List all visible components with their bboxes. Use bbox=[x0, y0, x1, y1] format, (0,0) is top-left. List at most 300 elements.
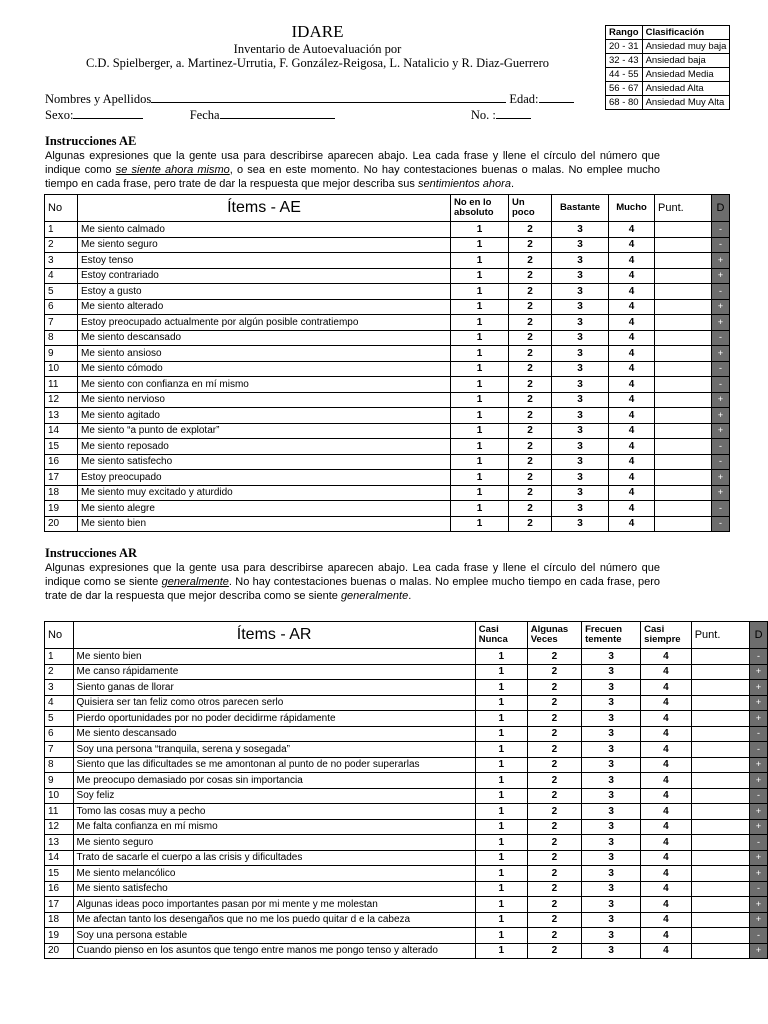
scale-option-4[interactable]: 4 bbox=[641, 881, 692, 897]
punt-cell[interactable] bbox=[691, 695, 749, 711]
scale-option-1[interactable]: 1 bbox=[475, 866, 527, 882]
scale-option-1[interactable]: 1 bbox=[451, 470, 509, 486]
scale-option-4[interactable]: 4 bbox=[641, 711, 692, 727]
item-text: Me siento bien bbox=[73, 649, 475, 665]
scale-option-1[interactable]: 1 bbox=[475, 711, 527, 727]
scale-option-2[interactable]: 2 bbox=[527, 742, 581, 758]
punt-cell[interactable] bbox=[691, 850, 749, 866]
scale-option-1[interactable]: 1 bbox=[475, 649, 527, 665]
scale-option-4[interactable]: 4 bbox=[609, 470, 655, 486]
form-title: IDARE bbox=[291, 22, 344, 41]
scale-option-3[interactable]: 3 bbox=[582, 897, 641, 913]
scale-option-4[interactable]: 4 bbox=[609, 516, 655, 532]
scale-option-4[interactable]: 4 bbox=[609, 315, 655, 331]
ar-col-4: Casi siempre bbox=[641, 622, 692, 649]
scale-option-1[interactable]: 1 bbox=[451, 315, 509, 331]
scale-option-4[interactable]: 4 bbox=[609, 439, 655, 455]
scale-option-4[interactable]: 4 bbox=[609, 299, 655, 315]
scale-option-3[interactable]: 3 bbox=[552, 222, 609, 238]
item-number: 20 bbox=[45, 516, 78, 532]
rango-classification: Ansiedad muy baja bbox=[642, 40, 730, 54]
item-number: 16 bbox=[45, 454, 78, 470]
ar-item-row bbox=[45, 757, 768, 773]
scale-option-1[interactable]: 1 bbox=[475, 928, 527, 944]
scale-option-4[interactable]: 4 bbox=[641, 695, 692, 711]
ae-item-row bbox=[45, 346, 730, 362]
scale-option-2[interactable]: 2 bbox=[509, 315, 552, 331]
item-text: Me afectan tanto los desengaños que no me los puedo quitar d e la cabeza bbox=[73, 912, 475, 928]
direction-cell: + bbox=[712, 346, 730, 362]
direction-cell: + bbox=[712, 485, 730, 501]
item-text: Me siento bien bbox=[78, 516, 451, 532]
scale-option-2[interactable]: 2 bbox=[527, 757, 581, 773]
scale-option-2[interactable]: 2 bbox=[509, 346, 552, 362]
item-number: 7 bbox=[45, 315, 78, 331]
ae-col-2: Un poco bbox=[509, 195, 552, 222]
scale-option-2[interactable]: 2 bbox=[527, 773, 581, 789]
item-text: Me falta confianza en mí mismo bbox=[73, 819, 475, 835]
punt-cell[interactable] bbox=[655, 408, 712, 424]
scale-option-1[interactable]: 1 bbox=[451, 268, 509, 284]
item-text: Me preocupo demasiado por cosas sin importancia bbox=[73, 773, 475, 789]
ae-col-4: Mucho bbox=[609, 195, 655, 222]
item-text: Me siento cómodo bbox=[78, 361, 451, 377]
punt-cell[interactable] bbox=[655, 346, 712, 362]
item-number: 2 bbox=[45, 237, 78, 253]
item-number: 9 bbox=[45, 773, 74, 789]
item-text: Estoy preocupado bbox=[78, 470, 451, 486]
scale-option-1[interactable]: 1 bbox=[475, 788, 527, 804]
scale-option-4[interactable]: 4 bbox=[609, 237, 655, 253]
scale-option-3[interactable]: 3 bbox=[582, 850, 641, 866]
scale-option-4[interactable]: 4 bbox=[641, 726, 692, 742]
rango-row bbox=[606, 40, 730, 54]
ar-item-row bbox=[45, 804, 768, 820]
scale-option-1[interactable]: 1 bbox=[451, 237, 509, 253]
scale-option-2[interactable]: 2 bbox=[509, 439, 552, 455]
scale-option-3[interactable]: 3 bbox=[582, 804, 641, 820]
scale-option-2[interactable]: 2 bbox=[527, 897, 581, 913]
item-text: Me siento muy excitado y aturdido bbox=[78, 485, 451, 501]
rango-range: 20 - 31 bbox=[606, 40, 643, 54]
item-text: Me siento con confianza en mí mismo bbox=[78, 377, 451, 393]
scale-option-3[interactable]: 3 bbox=[552, 299, 609, 315]
punt-cell[interactable] bbox=[691, 726, 749, 742]
punt-cell[interactable] bbox=[655, 392, 712, 408]
scale-option-3[interactable]: 3 bbox=[552, 501, 609, 517]
item-text: Cuando pienso en los asuntos que tengo entre manos me pongo tenso y alterado bbox=[73, 943, 475, 959]
scale-option-3[interactable]: 3 bbox=[582, 680, 641, 696]
scale-option-1[interactable]: 1 bbox=[475, 804, 527, 820]
punt-cell[interactable] bbox=[655, 454, 712, 470]
punt-cell[interactable] bbox=[691, 711, 749, 727]
punt-cell[interactable] bbox=[691, 912, 749, 928]
scale-option-4[interactable]: 4 bbox=[641, 835, 692, 851]
rango-header: Rango bbox=[606, 26, 643, 40]
direction-cell: + bbox=[712, 299, 730, 315]
punt-cell[interactable] bbox=[691, 773, 749, 789]
scale-option-3[interactable]: 3 bbox=[552, 361, 609, 377]
scale-option-3[interactable]: 3 bbox=[582, 726, 641, 742]
scale-option-4[interactable]: 4 bbox=[641, 788, 692, 804]
ar-item-row bbox=[45, 726, 768, 742]
scale-option-3[interactable]: 3 bbox=[582, 819, 641, 835]
scale-option-1[interactable]: 1 bbox=[475, 680, 527, 696]
scale-option-1[interactable]: 1 bbox=[451, 439, 509, 455]
scale-option-3[interactable]: 3 bbox=[582, 711, 641, 727]
scale-option-3[interactable]: 3 bbox=[552, 315, 609, 331]
scale-option-2[interactable]: 2 bbox=[527, 664, 581, 680]
scale-option-1[interactable]: 1 bbox=[451, 516, 509, 532]
scale-option-3[interactable]: 3 bbox=[582, 928, 641, 944]
scale-option-1[interactable]: 1 bbox=[475, 881, 527, 897]
ar-item-row bbox=[45, 649, 768, 665]
scale-option-1[interactable]: 1 bbox=[451, 423, 509, 439]
punt-cell[interactable] bbox=[691, 788, 749, 804]
scale-option-2[interactable]: 2 bbox=[527, 928, 581, 944]
rango-row bbox=[606, 82, 730, 96]
scale-option-1[interactable]: 1 bbox=[451, 377, 509, 393]
scale-option-2[interactable]: 2 bbox=[527, 788, 581, 804]
scale-option-2[interactable]: 2 bbox=[527, 850, 581, 866]
scale-option-4[interactable]: 4 bbox=[641, 649, 692, 665]
ae-instructions-text: Algunas expresiones que la gente usa para describirse aparecen abajo. Lea cada frase y llene el círculo del número que indique como se siente ahora mismo, o sea en este momento. No hay contestaciones buenas o malas. No emplee mucho tiempo en cada frase, pero trate de dar la respuesta que mejor describa sus sentimientos ahora. bbox=[45, 150, 660, 190]
item-text: Me siento nervioso bbox=[78, 392, 451, 408]
rango-row bbox=[606, 54, 730, 68]
punt-cell[interactable] bbox=[655, 253, 712, 269]
punt-cell[interactable] bbox=[655, 470, 712, 486]
scale-option-1[interactable]: 1 bbox=[451, 408, 509, 424]
scale-option-1[interactable]: 1 bbox=[451, 346, 509, 362]
item-number: 11 bbox=[45, 804, 74, 820]
ar-item-row bbox=[45, 773, 768, 789]
fecha-field[interactable] bbox=[220, 106, 335, 119]
scale-option-3[interactable]: 3 bbox=[552, 377, 609, 393]
ar-item-row bbox=[45, 881, 768, 897]
direction-cell: - bbox=[712, 237, 730, 253]
ae-item-row bbox=[45, 485, 730, 501]
scale-option-1[interactable]: 1 bbox=[475, 726, 527, 742]
item-text: Estoy tenso bbox=[78, 253, 451, 269]
punt-cell[interactable] bbox=[691, 835, 749, 851]
scale-option-2[interactable]: 2 bbox=[527, 804, 581, 820]
ae-item-row bbox=[45, 222, 730, 238]
scale-option-3[interactable]: 3 bbox=[552, 470, 609, 486]
scale-option-3[interactable]: 3 bbox=[582, 757, 641, 773]
scale-option-2[interactable]: 2 bbox=[527, 680, 581, 696]
scale-option-3[interactable]: 3 bbox=[552, 346, 609, 362]
scale-option-4[interactable]: 4 bbox=[609, 454, 655, 470]
scale-option-2[interactable]: 2 bbox=[527, 866, 581, 882]
scale-option-2[interactable]: 2 bbox=[527, 726, 581, 742]
scale-option-4[interactable]: 4 bbox=[641, 819, 692, 835]
punt-cell[interactable] bbox=[655, 268, 712, 284]
scale-option-2[interactable]: 2 bbox=[509, 454, 552, 470]
scale-option-1[interactable]: 1 bbox=[451, 485, 509, 501]
scale-option-3[interactable]: 3 bbox=[582, 866, 641, 882]
scale-option-3[interactable]: 3 bbox=[552, 485, 609, 501]
scale-option-3[interactable]: 3 bbox=[582, 788, 641, 804]
direction-cell: - bbox=[712, 377, 730, 393]
ae-col-1: No en lo absoluto bbox=[451, 195, 509, 222]
scale-option-2[interactable]: 2 bbox=[509, 237, 552, 253]
ae-col-d: D bbox=[712, 195, 730, 222]
scale-option-1[interactable]: 1 bbox=[451, 253, 509, 269]
ae-item-row bbox=[45, 268, 730, 284]
scale-option-2[interactable]: 2 bbox=[509, 268, 552, 284]
scale-option-2[interactable]: 2 bbox=[527, 881, 581, 897]
nombres-field[interactable] bbox=[151, 90, 506, 103]
scale-option-2[interactable]: 2 bbox=[527, 835, 581, 851]
scale-option-1[interactable]: 1 bbox=[475, 943, 527, 959]
punt-cell[interactable] bbox=[691, 881, 749, 897]
punt-cell[interactable] bbox=[655, 485, 712, 501]
scale-option-4[interactable]: 4 bbox=[641, 664, 692, 680]
scale-option-4[interactable]: 4 bbox=[641, 928, 692, 944]
form-header bbox=[40, 22, 595, 70]
scale-option-2[interactable]: 2 bbox=[509, 330, 552, 346]
scale-option-4[interactable]: 4 bbox=[609, 392, 655, 408]
punt-cell[interactable] bbox=[691, 943, 749, 959]
ar-item-row bbox=[45, 664, 768, 680]
sex-date-row bbox=[45, 106, 585, 123]
form-authors: C.D. Spielberger, a. Martinez-Urrutia, F. González-Reigosa, L. Natalicio y R. Diaz-Guerrero bbox=[85, 56, 550, 70]
item-number: 10 bbox=[45, 361, 78, 377]
item-text: Estoy contrariado bbox=[78, 268, 451, 284]
direction-cell: - bbox=[712, 361, 730, 377]
item-number: 11 bbox=[45, 377, 78, 393]
scale-option-3[interactable]: 3 bbox=[582, 695, 641, 711]
scale-option-3[interactable]: 3 bbox=[582, 649, 641, 665]
item-text: Siento que las dificultades se me amontonan al punto de no poder superarlas bbox=[73, 757, 475, 773]
direction-cell: - bbox=[750, 835, 768, 851]
rango-row bbox=[606, 68, 730, 82]
rango-classification: Ansiedad Muy Alta bbox=[642, 96, 730, 110]
scale-option-3[interactable]: 3 bbox=[552, 516, 609, 532]
ar-col-2: Algunas Veces bbox=[527, 622, 581, 649]
item-number: 1 bbox=[45, 649, 74, 665]
scale-option-4[interactable]: 4 bbox=[641, 680, 692, 696]
scale-option-2[interactable]: 2 bbox=[509, 377, 552, 393]
ar-col-3: Frecuen temente bbox=[582, 622, 641, 649]
no-field[interactable] bbox=[496, 106, 531, 119]
scale-option-3[interactable]: 3 bbox=[552, 253, 609, 269]
scale-option-4[interactable]: 4 bbox=[641, 943, 692, 959]
scale-option-3[interactable]: 3 bbox=[582, 943, 641, 959]
ar-instructions bbox=[45, 546, 660, 603]
punt-cell[interactable] bbox=[691, 742, 749, 758]
scale-option-4[interactable]: 4 bbox=[609, 222, 655, 238]
scale-option-4[interactable]: 4 bbox=[641, 897, 692, 913]
scale-option-1[interactable]: 1 bbox=[475, 664, 527, 680]
ae-table bbox=[44, 194, 730, 532]
scale-option-4[interactable]: 4 bbox=[609, 423, 655, 439]
nombres-label: Nombres y Apellidos bbox=[45, 92, 152, 106]
scale-option-4[interactable]: 4 bbox=[641, 912, 692, 928]
punt-cell[interactable] bbox=[691, 804, 749, 820]
item-number: 9 bbox=[45, 346, 78, 362]
scale-option-1[interactable]: 1 bbox=[451, 284, 509, 300]
scale-option-1[interactable]: 1 bbox=[451, 454, 509, 470]
direction-cell: + bbox=[750, 695, 768, 711]
item-number: 16 bbox=[45, 881, 74, 897]
item-number: 17 bbox=[45, 470, 78, 486]
scale-option-2[interactable]: 2 bbox=[509, 299, 552, 315]
scale-option-2[interactable]: 2 bbox=[527, 943, 581, 959]
punt-cell[interactable] bbox=[691, 649, 749, 665]
item-text: Trato de sacarle el cuerpo a las crisis y dificultades bbox=[73, 850, 475, 866]
item-number: 6 bbox=[45, 726, 74, 742]
scale-option-1[interactable]: 1 bbox=[475, 897, 527, 913]
sexo-field[interactable] bbox=[73, 106, 143, 119]
punt-cell[interactable] bbox=[655, 237, 712, 253]
punt-cell[interactable] bbox=[691, 866, 749, 882]
scale-option-4[interactable]: 4 bbox=[609, 408, 655, 424]
scale-option-2[interactable]: 2 bbox=[527, 649, 581, 665]
punt-cell[interactable] bbox=[691, 897, 749, 913]
direction-cell: + bbox=[712, 392, 730, 408]
scale-option-3[interactable]: 3 bbox=[582, 881, 641, 897]
scale-option-2[interactable]: 2 bbox=[509, 392, 552, 408]
scale-option-2[interactable]: 2 bbox=[527, 695, 581, 711]
ae-item-row bbox=[45, 361, 730, 377]
scale-option-4[interactable]: 4 bbox=[609, 268, 655, 284]
scale-option-1[interactable]: 1 bbox=[475, 773, 527, 789]
scale-option-2[interactable]: 2 bbox=[509, 361, 552, 377]
scale-option-2[interactable]: 2 bbox=[527, 912, 581, 928]
ae-item-row bbox=[45, 408, 730, 424]
scale-option-3[interactable]: 3 bbox=[552, 268, 609, 284]
direction-cell: + bbox=[750, 711, 768, 727]
punt-cell[interactable] bbox=[655, 377, 712, 393]
scale-option-4[interactable]: 4 bbox=[609, 501, 655, 517]
scale-option-1[interactable]: 1 bbox=[475, 912, 527, 928]
scale-option-2[interactable]: 2 bbox=[509, 222, 552, 238]
item-text: Algunas ideas poco importantes pasan por mi mente y me molestan bbox=[73, 897, 475, 913]
edad-field[interactable] bbox=[539, 90, 574, 103]
scale-option-2[interactable]: 2 bbox=[509, 284, 552, 300]
scale-option-2[interactable]: 2 bbox=[509, 516, 552, 532]
ar-col-no: No bbox=[45, 622, 74, 649]
item-number: 5 bbox=[45, 284, 78, 300]
scale-option-3[interactable]: 3 bbox=[582, 664, 641, 680]
scale-option-4[interactable]: 4 bbox=[641, 850, 692, 866]
item-text: Tomo las cosas muy a pecho bbox=[73, 804, 475, 820]
fecha-label: Fecha bbox=[189, 108, 220, 122]
item-text: Me siento ansioso bbox=[78, 346, 451, 362]
scale-option-3[interactable]: 3 bbox=[582, 912, 641, 928]
scale-option-4[interactable]: 4 bbox=[609, 377, 655, 393]
punt-cell[interactable] bbox=[655, 361, 712, 377]
scale-option-1[interactable]: 1 bbox=[475, 850, 527, 866]
ar-item-row bbox=[45, 850, 768, 866]
punt-cell[interactable] bbox=[691, 819, 749, 835]
scale-option-1[interactable]: 1 bbox=[451, 361, 509, 377]
punt-cell[interactable] bbox=[655, 315, 712, 331]
scale-option-1[interactable]: 1 bbox=[451, 330, 509, 346]
direction-cell: + bbox=[750, 664, 768, 680]
scale-option-4[interactable]: 4 bbox=[641, 866, 692, 882]
ae-item-row bbox=[45, 299, 730, 315]
punt-cell[interactable] bbox=[655, 439, 712, 455]
scale-option-2[interactable]: 2 bbox=[509, 501, 552, 517]
scale-option-3[interactable]: 3 bbox=[552, 392, 609, 408]
scale-option-2[interactable]: 2 bbox=[527, 711, 581, 727]
scale-option-4[interactable]: 4 bbox=[609, 284, 655, 300]
punt-cell[interactable] bbox=[691, 664, 749, 680]
punt-cell[interactable] bbox=[655, 222, 712, 238]
item-number: 15 bbox=[45, 866, 74, 882]
ar-item-row bbox=[45, 943, 768, 959]
punt-cell[interactable] bbox=[655, 516, 712, 532]
punt-cell[interactable] bbox=[691, 928, 749, 944]
scale-option-2[interactable]: 2 bbox=[509, 408, 552, 424]
direction-cell: + bbox=[750, 850, 768, 866]
scale-option-3[interactable]: 3 bbox=[552, 454, 609, 470]
punt-cell[interactable] bbox=[655, 299, 712, 315]
scale-option-4[interactable]: 4 bbox=[609, 346, 655, 362]
scale-option-3[interactable]: 3 bbox=[552, 284, 609, 300]
scale-option-1[interactable]: 1 bbox=[451, 299, 509, 315]
punt-cell[interactable] bbox=[655, 330, 712, 346]
punt-cell[interactable] bbox=[655, 423, 712, 439]
scale-option-2[interactable]: 2 bbox=[527, 819, 581, 835]
scale-option-3[interactable]: 3 bbox=[582, 742, 641, 758]
scale-option-3[interactable]: 3 bbox=[552, 408, 609, 424]
item-number: 4 bbox=[45, 268, 78, 284]
scale-option-3[interactable]: 3 bbox=[552, 330, 609, 346]
scale-option-4[interactable]: 4 bbox=[609, 361, 655, 377]
scale-option-4[interactable]: 4 bbox=[609, 253, 655, 269]
scale-option-3[interactable]: 3 bbox=[552, 439, 609, 455]
direction-cell: + bbox=[712, 408, 730, 424]
rango-range: 68 - 80 bbox=[606, 96, 643, 110]
scale-option-1[interactable]: 1 bbox=[451, 501, 509, 517]
scale-option-4[interactable]: 4 bbox=[609, 485, 655, 501]
scale-option-1[interactable]: 1 bbox=[475, 742, 527, 758]
item-number: 3 bbox=[45, 253, 78, 269]
item-text: Soy una persona “tranquila, serena y sosegada” bbox=[73, 742, 475, 758]
ae-item-row bbox=[45, 237, 730, 253]
punt-cell[interactable] bbox=[655, 284, 712, 300]
scale-option-1[interactable]: 1 bbox=[475, 695, 527, 711]
scale-option-4[interactable]: 4 bbox=[641, 804, 692, 820]
scale-option-1[interactable]: 1 bbox=[475, 819, 527, 835]
scale-option-2[interactable]: 2 bbox=[509, 470, 552, 486]
punt-cell[interactable] bbox=[655, 501, 712, 517]
scale-option-3[interactable]: 3 bbox=[552, 423, 609, 439]
scale-option-4[interactable]: 4 bbox=[641, 757, 692, 773]
scale-option-2[interactable]: 2 bbox=[509, 485, 552, 501]
scale-option-4[interactable]: 4 bbox=[609, 330, 655, 346]
direction-cell: + bbox=[750, 757, 768, 773]
ae-item-row bbox=[45, 377, 730, 393]
scale-option-2[interactable]: 2 bbox=[509, 423, 552, 439]
direction-cell: + bbox=[712, 253, 730, 269]
punt-cell[interactable] bbox=[691, 757, 749, 773]
punt-cell[interactable] bbox=[691, 680, 749, 696]
scale-option-4[interactable]: 4 bbox=[641, 742, 692, 758]
scale-option-3[interactable]: 3 bbox=[552, 237, 609, 253]
scale-option-4[interactable]: 4 bbox=[641, 773, 692, 789]
scale-option-1[interactable]: 1 bbox=[475, 757, 527, 773]
scale-option-1[interactable]: 1 bbox=[451, 222, 509, 238]
scale-option-2[interactable]: 2 bbox=[509, 253, 552, 269]
scale-option-3[interactable]: 3 bbox=[582, 773, 641, 789]
scale-option-1[interactable]: 1 bbox=[475, 835, 527, 851]
scale-option-3[interactable]: 3 bbox=[582, 835, 641, 851]
scale-option-1[interactable]: 1 bbox=[451, 392, 509, 408]
